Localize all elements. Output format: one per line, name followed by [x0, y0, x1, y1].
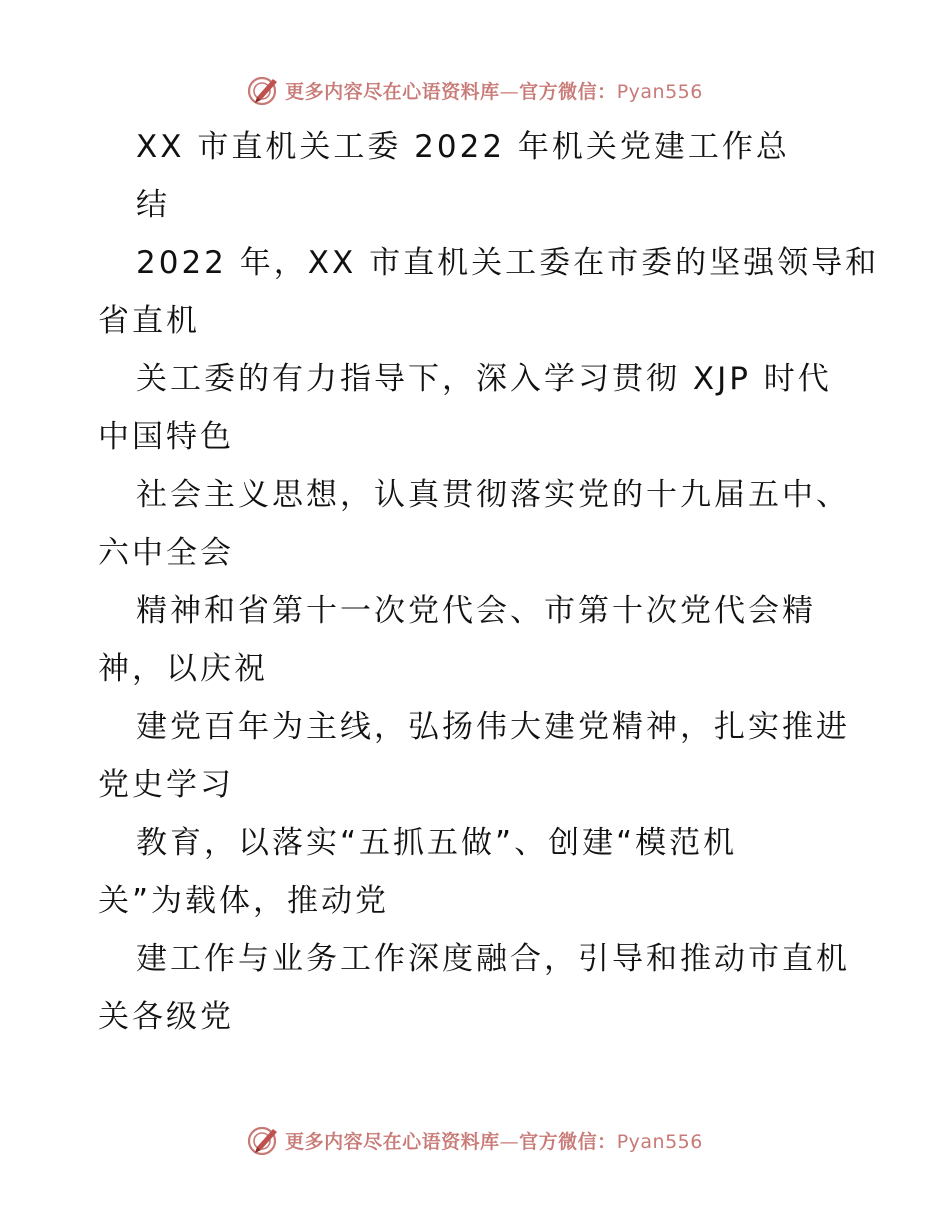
pen-logo-icon	[247, 1123, 281, 1157]
header-watermark	[0, 70, 950, 110]
watermark-id: Pyan556	[616, 80, 703, 103]
body-line: 省直机	[98, 303, 200, 339]
body-line: 建工作与业务工作深度融合，引导和推动市直机	[136, 941, 850, 977]
body-line: 六中全会	[98, 535, 234, 571]
watermark-main-text: 更多内容尽在心语资料库	[285, 80, 500, 103]
body-line: 中国特色	[98, 419, 234, 455]
title-line-2: 结	[136, 187, 170, 223]
body-line: 建党百年为主线，弘扬伟大建党精神，扎实推进	[136, 709, 850, 745]
body-line: 关各级党	[98, 999, 234, 1035]
watermark-dash: —	[499, 1130, 520, 1153]
body-line: 神，以庆祝	[98, 651, 268, 687]
document-body	[98, 118, 880, 1046]
footer-watermark	[0, 1120, 950, 1160]
body-line: 社会主义思想，认真贯彻落实党的十九届五中、	[136, 477, 850, 513]
watermark-label: 官方微信：	[519, 80, 617, 103]
body-line: 关工委的有力指导下，深入学习贯彻 XJP 时代	[136, 361, 832, 397]
title-line-1: XX 市直机关工委 2022 年机关党建工作总	[136, 129, 790, 165]
watermark-id: Pyan556	[616, 1130, 703, 1153]
body-line: 党史学习	[98, 767, 234, 803]
body-line: 2022 年，XX 市直机关工委在市委的坚强领导和	[136, 245, 880, 281]
body-line: 精神和省第十一次党代会、市第十次党代会精	[136, 593, 816, 629]
pen-logo-icon	[247, 73, 281, 107]
body-line: 关”为载体，推动党	[98, 883, 390, 919]
watermark-dash: —	[499, 80, 520, 103]
watermark-main-text: 更多内容尽在心语资料库	[285, 1130, 500, 1153]
watermark-label: 官方微信：	[519, 1130, 617, 1153]
body-line: 教育，以落实“五抓五做”、创建“模范机	[136, 825, 738, 861]
